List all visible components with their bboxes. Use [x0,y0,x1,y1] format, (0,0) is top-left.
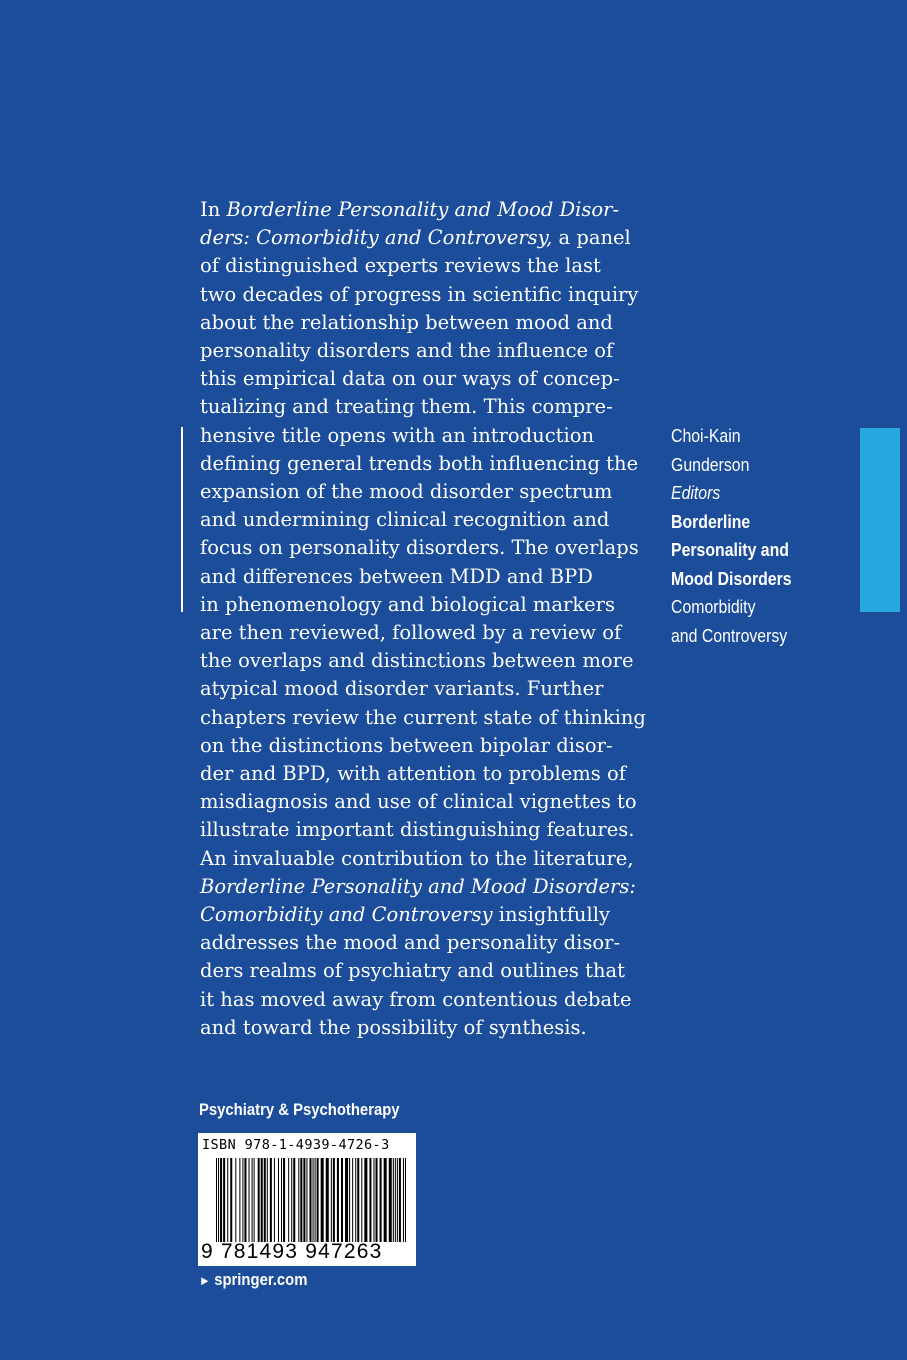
blurb-line [200,252,625,280]
blurb-text: and undermining clinical recognition and [200,508,610,532]
blurb-text: der and BPD, with attention to problems of [200,762,626,786]
blurb-line [200,563,625,591]
blurb-text: of distinguished experts reviews the last [200,254,601,278]
barcode-bar [281,1158,282,1242]
blurb-line [200,704,646,732]
barcode-bar [264,1158,266,1242]
blurb-line [200,450,639,478]
blurb-text: about the relationship between mood and [200,310,613,334]
barcode-bar [349,1158,350,1242]
vertical-rule [181,427,183,612]
blurb-line [200,619,625,647]
blurb-text: personality disorders and the influence of [200,339,614,363]
barcode-bar [355,1158,356,1242]
barcode-bar [341,1158,343,1242]
blurb-line [200,647,634,675]
book-info-block [671,422,792,650]
ean-digits: 9 781493 947263 [201,1240,383,1263]
barcode-bar [254,1158,255,1242]
book-title-line: Mood Disorders [671,568,792,589]
blurb-line [200,929,625,957]
author-name: Gunderson [671,454,750,475]
blurb-text: In [200,198,227,221]
barcode-bar [227,1158,228,1242]
blurb-text: insightfully [492,903,610,927]
blurb-text: and differences between MDD and BPD [200,564,593,588]
barcode-bar [303,1158,305,1242]
barcode-bar [267,1158,268,1242]
barcode-bar [317,1158,319,1242]
blurb-line [200,393,625,421]
barcode-bar [352,1158,353,1242]
barcode-bar [333,1158,335,1242]
blurb-italic-text: Borderline Personality and Mood Disorders: [200,874,636,898]
blurb-text: are then reviewed, followed by a review of [200,621,622,645]
barcode-bar [216,1158,217,1242]
barcode-bar [220,1158,222,1242]
barcode-bar [235,1158,236,1242]
barcode-bar [242,1158,243,1242]
barcode-bar [309,1158,311,1242]
website-url: springer.com [214,1271,308,1289]
blurb-line [200,478,625,506]
blurb-text: a panel [552,226,631,250]
blurb-text: defining general trends both influencing the [200,451,639,475]
author-name: Choi-Kain [671,426,741,446]
barcode-bar [345,1158,348,1242]
blurb-text: ders realms of psychiatry and outlines that [200,959,625,983]
barcode-bar [306,1158,307,1242]
blurb-line [200,816,635,844]
blurb-line [200,337,625,365]
blurb-line [200,732,625,760]
blurb-line [200,957,625,985]
blurb-line [200,534,639,562]
blurb-text: atypical mood disorder variants. Further [200,677,604,701]
book-title-line: Borderline [671,511,751,532]
barcode-bar [369,1158,371,1242]
book-title-line: Personality and [671,540,789,560]
blurb-line [200,309,625,337]
blurb-line [200,675,625,703]
blurb-text: and toward the possibility of synthesis. [200,1015,587,1039]
barcode-bar [223,1158,225,1242]
barcode-bar [321,1158,324,1242]
barcode-bar [397,1158,398,1242]
barcode-bar [293,1158,295,1242]
barcode-bar [364,1158,367,1242]
barcode-bar [380,1158,382,1242]
blurb-italic-text: Comorbidity and Controversy [200,903,493,927]
barcode-bar [331,1158,332,1242]
blurb-line [200,365,625,393]
arrow-right-icon: ► [199,1273,211,1288]
blurb-line [200,224,631,252]
barcode-bar [384,1158,387,1242]
barcode-bar [315,1158,316,1242]
barcode-bar [373,1158,374,1242]
back-cover-blurb [200,196,646,1042]
book-subtitle-line: and Controversy [671,625,788,646]
barcode-bar [278,1158,279,1242]
barcode-bar [261,1158,263,1242]
blurb-line [200,760,625,788]
barcode-bar [337,1158,339,1242]
blurb-text: addresses the mood and personality disor- [200,931,621,955]
barcode-bar [239,1158,240,1242]
book-subtitle-line: Comorbidity [671,597,756,617]
barcode-bar [218,1158,219,1242]
barcode-bar [405,1158,406,1242]
barcode-bar [313,1158,314,1242]
barcode-bar [395,1158,396,1242]
blurb-text: in phenomenology and biological markers [200,592,616,616]
blurb-text: An invaluable contribution to the literature, [200,846,634,870]
blurb-text: chapters review the current state of thinking [200,705,646,729]
blurb-line [200,788,637,816]
blurb-italic-text: Borderline Personality and Mood Disor- [226,198,620,221]
blurb-text: this empirical data on our ways of concep- [200,367,620,391]
barcode-bar [389,1158,392,1242]
blurb-text: the overlaps and distinctions between more [200,649,634,673]
blurb-italic-text: ders: Comorbidity and Controversy, [200,226,553,250]
blurb-line [200,986,632,1014]
barcode-bar [258,1158,260,1242]
blurb-text: focus on personality disorders. The overlaps [200,536,639,560]
blurb-text: expansion of the mood disorder spectrum [200,480,613,504]
blurb-line [200,873,636,901]
blurb-text: on the distinctions between bipolar disor- [200,733,613,757]
blurb-line [200,422,625,450]
barcode-bar [298,1158,299,1242]
color-tab [860,428,900,612]
blurb-line [200,1014,625,1042]
barcode-bar [288,1158,289,1242]
blurb-line [200,591,625,619]
barcode-bar [270,1158,272,1242]
isbn-barcode [198,1133,416,1266]
barcode-bar [230,1158,232,1242]
blurb-line [200,901,625,929]
isbn-text: ISBN 978-1-4939-4726-3 [202,1137,390,1153]
subject-category: Psychiatry & Psychotherapy [199,1101,400,1119]
barcode-bar [361,1158,362,1242]
barcode-bar [283,1158,285,1242]
barcode-bar [249,1158,250,1242]
blurb-text: two decades of progress in scientific inquiry [200,282,639,306]
barcode-bar [300,1158,302,1242]
barcode-bar [326,1158,329,1242]
blurb-text: hensive title opens with an introduction [200,423,594,447]
blurb-line [200,196,625,224]
blurb-text: it has moved away from contentious debate [200,987,632,1011]
barcode-bar [393,1158,394,1242]
barcode-bar [252,1158,253,1242]
blurb-text: misdiagnosis and use of clinical vignettes to [200,790,637,814]
publisher-website[interactable] [199,1271,307,1290]
blurb-line [200,281,639,309]
blurb-text: tualizing and treating them. This compre- [200,395,613,419]
barcode-bar [357,1158,359,1242]
barcode-bar [291,1158,292,1242]
barcode-bar [376,1158,378,1242]
blurb-line [200,506,625,534]
barcode-bars-icon [216,1158,406,1242]
barcode-bar [399,1158,401,1242]
blurb-line [200,845,634,873]
blurb-text: illustrate important distinguishing features. [200,818,635,842]
barcode-bar [403,1158,404,1242]
barcode-bar [274,1158,275,1242]
editors-label: Editors [671,483,721,503]
barcode-bar [244,1158,246,1242]
